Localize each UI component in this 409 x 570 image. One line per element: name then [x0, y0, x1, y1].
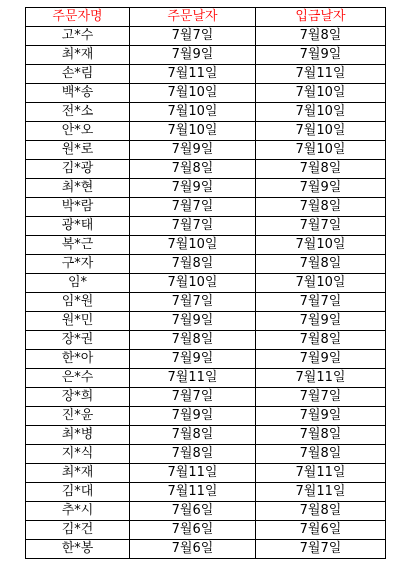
- orderer-name-cell: 고*수: [26, 27, 130, 46]
- table-row: [26, 293, 386, 312]
- orderer-name-cell: 박*람: [26, 198, 130, 217]
- order-date-cell: 7월9일: [130, 312, 256, 331]
- order-date-cell: 7월9일: [130, 407, 256, 426]
- table-row: [26, 369, 386, 388]
- orderer-name-cell: 진*윤: [26, 407, 130, 426]
- orderer-name-cell: 은*수: [26, 369, 130, 388]
- orderer-name-cell: 한*아: [26, 350, 130, 369]
- order-date-cell: 7월8일: [130, 255, 256, 274]
- order-date-cell: 7월8일: [130, 445, 256, 464]
- table-row: [26, 350, 386, 369]
- deposit-date-cell: 7월7일: [256, 540, 386, 559]
- deposit-date-cell: 7월10일: [256, 236, 386, 255]
- orderer-name-cell: 최*병: [26, 426, 130, 445]
- order-date-cell: 7월11일: [130, 65, 256, 84]
- orderer-name-cell: 임*원: [26, 293, 130, 312]
- deposit-date-cell: 7월9일: [256, 312, 386, 331]
- orderer-name-cell: 장*권: [26, 331, 130, 350]
- order-date-cell: 7월11일: [130, 483, 256, 502]
- deposit-date-cell: 7월7일: [256, 293, 386, 312]
- table-row: [26, 540, 386, 559]
- column-header-orderer: 주문자명: [26, 8, 130, 27]
- orderer-name-cell: 원*민: [26, 312, 130, 331]
- table-row: [26, 483, 386, 502]
- deposit-date-cell: 7월8일: [256, 27, 386, 46]
- order-date-cell: 7월11일: [130, 369, 256, 388]
- table-row: [26, 312, 386, 331]
- order-date-cell: 7월11일: [130, 464, 256, 483]
- table-row: [26, 65, 386, 84]
- orderer-name-cell: 구*자: [26, 255, 130, 274]
- orderer-name-cell: 원*로: [26, 141, 130, 160]
- order-date-cell: 7월7일: [130, 27, 256, 46]
- order-date-cell: 7월8일: [130, 331, 256, 350]
- deposit-date-cell: 7월6일: [256, 521, 386, 540]
- orderer-name-cell: 광*태: [26, 217, 130, 236]
- table-row: [26, 179, 386, 198]
- order-date-cell: 7월7일: [130, 293, 256, 312]
- order-date-cell: 7월7일: [130, 198, 256, 217]
- table-row: [26, 464, 386, 483]
- deposit-date-cell: 7월8일: [256, 445, 386, 464]
- deposit-date-cell: 7월8일: [256, 331, 386, 350]
- deposit-date-cell: 7월8일: [256, 426, 386, 445]
- orderer-name-cell: 장*희: [26, 388, 130, 407]
- table-row: [26, 255, 386, 274]
- orderer-name-cell: 김*광: [26, 160, 130, 179]
- table-row: [26, 502, 386, 521]
- order-date-cell: 7월9일: [130, 141, 256, 160]
- orderer-name-cell: 최*재: [26, 464, 130, 483]
- header-row: [26, 8, 386, 27]
- orderer-name-cell: 한*봉: [26, 540, 130, 559]
- deposit-date-cell: 7월11일: [256, 369, 386, 388]
- table-row: [26, 103, 386, 122]
- order-date-cell: 7월9일: [130, 179, 256, 198]
- table-row: [26, 217, 386, 236]
- deposit-date-cell: 7월9일: [256, 407, 386, 426]
- deposit-date-cell: 7월10일: [256, 103, 386, 122]
- table-row: [26, 198, 386, 217]
- order-date-cell: 7월10일: [130, 103, 256, 122]
- orderer-name-cell: 김*대: [26, 483, 130, 502]
- deposit-date-cell: 7월11일: [256, 483, 386, 502]
- orderer-name-cell: 지*식: [26, 445, 130, 464]
- deposit-date-cell: 7월10일: [256, 122, 386, 141]
- column-header-deposit-date: 입금날자: [256, 8, 386, 27]
- order-date-cell: 7월10일: [130, 274, 256, 293]
- column-header-order-date: 주문날자: [130, 8, 256, 27]
- orderer-name-cell: 안*오: [26, 122, 130, 141]
- orderer-name-cell: 전*소: [26, 103, 130, 122]
- orderer-name-cell: 추*시: [26, 502, 130, 521]
- orderer-name-cell: 백*송: [26, 84, 130, 103]
- orderer-name-cell: 김*건: [26, 521, 130, 540]
- table-row: [26, 426, 386, 445]
- order-date-cell: 7월10일: [130, 84, 256, 103]
- table-row: [26, 160, 386, 179]
- deposit-date-cell: 7월10일: [256, 141, 386, 160]
- table-row: [26, 274, 386, 293]
- order-date-cell: 7월9일: [130, 350, 256, 369]
- deposit-date-cell: 7월8일: [256, 502, 386, 521]
- orderer-name-cell: 복*근: [26, 236, 130, 255]
- deposit-date-cell: 7월11일: [256, 464, 386, 483]
- orderer-name-cell: 손*림: [26, 65, 130, 84]
- table-row: [26, 521, 386, 540]
- order-date-cell: 7월8일: [130, 426, 256, 445]
- table-row: [26, 331, 386, 350]
- deposit-date-cell: 7월9일: [256, 46, 386, 65]
- table-body: [26, 27, 386, 559]
- table-row: [26, 27, 386, 46]
- deposit-date-cell: 7월7일: [256, 217, 386, 236]
- order-date-cell: 7월6일: [130, 521, 256, 540]
- order-date-cell: 7월8일: [130, 160, 256, 179]
- table-row: [26, 141, 386, 160]
- order-date-cell: 7월10일: [130, 236, 256, 255]
- orderer-name-cell: 최*재: [26, 46, 130, 65]
- table-row: [26, 445, 386, 464]
- deposit-date-cell: 7월11일: [256, 65, 386, 84]
- deposit-date-cell: 7월8일: [256, 160, 386, 179]
- order-date-cell: 7월7일: [130, 217, 256, 236]
- table-row: [26, 388, 386, 407]
- order-date-cell: 7월9일: [130, 46, 256, 65]
- deposit-date-cell: 7월8일: [256, 255, 386, 274]
- order-date-cell: 7월7일: [130, 388, 256, 407]
- orderer-name-cell: 임*: [26, 274, 130, 293]
- deposit-date-cell: 7월9일: [256, 350, 386, 369]
- table-row: [26, 84, 386, 103]
- orderer-name-cell: 최*현: [26, 179, 130, 198]
- table-row: [26, 236, 386, 255]
- deposit-date-cell: 7월9일: [256, 179, 386, 198]
- deposit-date-cell: 7월10일: [256, 274, 386, 293]
- order-deposit-table: [25, 7, 386, 559]
- deposit-date-cell: 7월10일: [256, 84, 386, 103]
- order-date-cell: 7월10일: [130, 122, 256, 141]
- deposit-date-cell: 7월8일: [256, 198, 386, 217]
- table-row: [26, 46, 386, 65]
- table-row: [26, 122, 386, 141]
- deposit-date-cell: 7월7일: [256, 388, 386, 407]
- table-row: [26, 407, 386, 426]
- order-date-cell: 7월6일: [130, 502, 256, 521]
- order-date-cell: 7월6일: [130, 540, 256, 559]
